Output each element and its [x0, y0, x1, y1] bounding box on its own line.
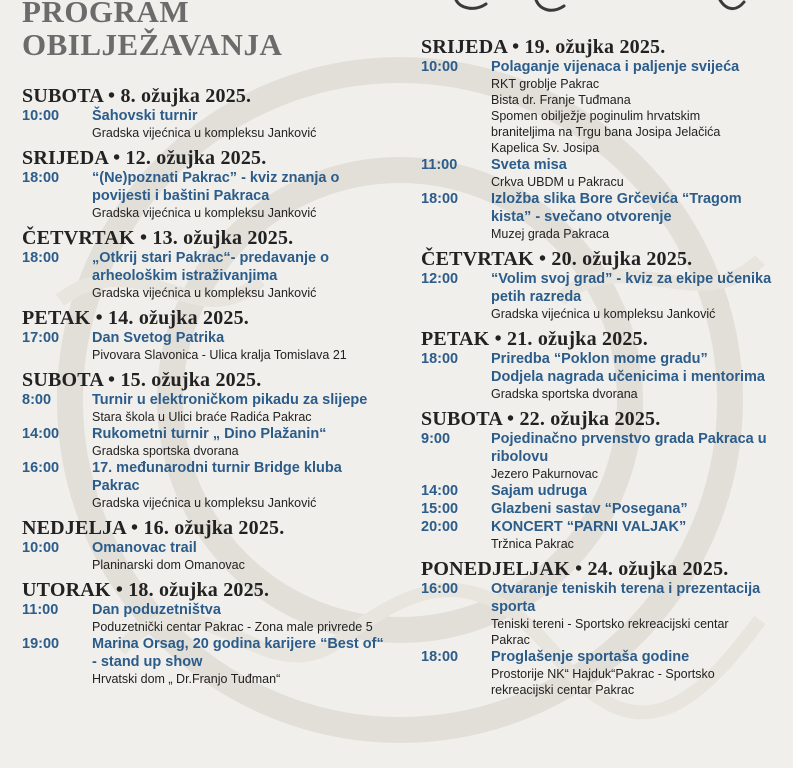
event-location: Planinarski dom Omanovac	[92, 558, 245, 572]
event-title: Turnir u elektroničkom pikadu za slijepe	[92, 392, 368, 408]
event-time: 18:00	[421, 649, 459, 665]
event-row	[22, 391, 412, 425]
event-title: Izložba slika Bore Grčevića “Tragom	[491, 191, 742, 207]
event-title: Dan Svetog Patrika	[92, 330, 225, 346]
event-row	[421, 580, 781, 648]
event-location: Gradska sportska dvorana	[491, 387, 638, 401]
event-time: 17:00	[22, 330, 60, 346]
program-title-line2: OBILJEŽAVANJA	[22, 27, 283, 62]
day-section	[22, 517, 412, 573]
event-title: Pakrac	[92, 478, 140, 494]
event-title: - stand up show	[92, 654, 203, 670]
day-heading: ČETVRTAK • 20. ožujka 2025.	[421, 248, 693, 270]
event-row	[22, 169, 412, 221]
event-body	[491, 482, 781, 500]
day-heading: PETAK • 14. ožujka 2025.	[22, 307, 249, 329]
day-heading: PETAK • 21. ožujka 2025.	[421, 328, 648, 350]
event-row	[22, 249, 412, 301]
event-time: 10:00	[22, 108, 60, 124]
event-time: 15:00	[421, 501, 459, 517]
event-time: 14:00	[22, 426, 60, 442]
event-title: ribolovu	[491, 449, 549, 465]
event-body	[92, 249, 412, 301]
day-section	[22, 579, 412, 687]
event-location: Gradska vijećnica u kompleksu Janković	[92, 126, 317, 140]
day-heading: SRIJEDA • 12. ožujka 2025.	[22, 147, 267, 169]
event-row	[22, 459, 412, 511]
day-heading: PONEDJELJAK • 24. ožujka 2025.	[421, 558, 729, 580]
event-row	[22, 601, 412, 635]
event-time: 14:00	[421, 483, 459, 499]
event-row	[22, 635, 412, 687]
event-time: 10:00	[421, 59, 459, 75]
day-section	[22, 369, 412, 511]
left-column	[22, 0, 412, 687]
event-body	[92, 169, 412, 221]
event-title: 17. međunarodni turnir Bridge kluba	[92, 460, 342, 476]
event-row	[421, 518, 781, 552]
day-section	[421, 408, 781, 552]
event-title: Proglašenje sportaša godine	[491, 649, 690, 665]
event-row	[421, 350, 781, 402]
event-row	[421, 270, 781, 322]
day-section	[421, 36, 781, 242]
event-time: 16:00	[421, 581, 459, 597]
event-location: Pakrac	[491, 633, 530, 647]
event-title: Glazbeni sastav “Posegana”	[491, 501, 688, 517]
event-row	[22, 329, 412, 363]
event-location: Prostorije NK“ Hajduk“Pakrac - Sportsko	[491, 667, 715, 681]
event-location: Tržnica Pakrac	[491, 537, 574, 551]
event-title: Omanovac trail	[92, 540, 197, 556]
event-title: Sveta misa	[491, 157, 567, 173]
event-title: KONCERT “PARNI VALJAK”	[491, 519, 687, 535]
event-body	[92, 329, 412, 363]
event-body	[491, 350, 781, 402]
event-title: Dodjela nagrada učenicima i mentorima	[491, 369, 765, 385]
event-location: Gradska vijećnica u kompleksu Janković	[92, 206, 317, 220]
event-location: RKT groblje Pakrac	[491, 77, 600, 91]
event-row	[22, 539, 412, 573]
event-location: Poduzetnički centar Pakrac - Zona male privrede 5	[92, 620, 373, 634]
event-title: “Volim svoj grad” - kviz za ekipe učenika	[491, 271, 772, 287]
event-time: 12:00	[421, 271, 459, 287]
event-title: sporta	[491, 599, 536, 615]
event-time: 16:00	[22, 460, 60, 476]
event-location: Gradska sportska dvorana	[92, 444, 239, 458]
day-heading: SUBOTA • 22. ožujka 2025.	[421, 408, 661, 430]
event-title: Pojedinačno prvenstvo grada Pakraca u	[491, 431, 767, 447]
event-row	[421, 500, 781, 518]
event-location: Crkva UBDM u Pakracu	[491, 175, 624, 189]
event-body	[92, 391, 412, 425]
left-day-list	[22, 85, 412, 687]
day-section	[22, 307, 412, 363]
event-title: petih razreda	[491, 289, 582, 305]
event-location: Gradska vijećnica u kompleksu Janković	[92, 286, 317, 300]
event-row	[421, 430, 781, 482]
event-row	[22, 107, 412, 141]
day-heading: SUBOTA • 15. ožujka 2025.	[22, 369, 262, 391]
program-title-line1: PROGRAM	[22, 0, 190, 29]
event-row	[421, 648, 781, 698]
day-section	[22, 147, 412, 221]
event-location: Gradska vijećnica u kompleksu Janković	[491, 307, 716, 321]
event-body	[92, 459, 412, 511]
event-time: 10:00	[22, 540, 60, 556]
event-location: braniteljima na Trgu bana Josipa Jelačića	[491, 125, 721, 139]
event-body	[92, 635, 412, 687]
event-body	[491, 500, 781, 518]
event-body	[491, 430, 781, 482]
event-title: Dan poduzetništva	[92, 602, 221, 618]
event-title: kista” - svečano otvorenje	[491, 209, 672, 225]
day-section	[421, 328, 781, 402]
day-heading: SRIJEDA • 19. ožujka 2025.	[421, 36, 666, 58]
event-row	[421, 482, 781, 500]
event-body	[92, 539, 412, 573]
event-title: “(Ne)poznati Pakrac” - kviz znanja o	[92, 170, 340, 186]
event-time: 18:00	[22, 250, 60, 266]
day-heading: ČETVRTAK • 13. ožujka 2025.	[22, 227, 294, 249]
event-location: Kapelica Sv. Josipa	[491, 141, 600, 155]
event-body	[92, 425, 412, 459]
event-title: Šahovski turnir	[92, 108, 198, 124]
right-column	[421, 0, 781, 698]
event-location: Stara škola u Ulici braće Radića Pakrac	[92, 410, 312, 424]
day-heading: SUBOTA • 8. ožujka 2025.	[22, 85, 252, 107]
event-body	[491, 580, 781, 648]
day-section	[22, 85, 412, 141]
event-time: 18:00	[421, 351, 459, 367]
event-time: 18:00	[22, 170, 60, 186]
day-heading: NEDJELJA • 16. ožujka 2025.	[22, 517, 285, 539]
event-body	[92, 601, 412, 635]
event-location: Bista dr. Franje Tuđmana	[491, 93, 631, 107]
event-body	[491, 648, 781, 698]
event-title: Polaganje vijenaca i paljenje svijeća	[491, 59, 740, 75]
event-time: 19:00	[22, 636, 60, 652]
day-section	[421, 248, 781, 322]
event-title: Marina Orsag, 20 godina karijere “Best of“	[92, 636, 384, 652]
event-body	[491, 190, 781, 242]
day-section	[421, 558, 781, 698]
day-section	[22, 227, 412, 301]
event-body	[491, 156, 781, 190]
event-title: Rukometni turnir „ Dino Plažanin“	[92, 426, 327, 442]
event-title: „Otkrij stari Pakrac“- predavanje o	[92, 250, 329, 266]
event-location: Jezero Pakurnovac	[491, 467, 599, 481]
event-row	[421, 190, 781, 242]
event-time: 20:00	[421, 519, 459, 535]
event-time: 9:00	[421, 431, 451, 447]
event-time: 11:00	[421, 157, 458, 173]
event-row	[22, 425, 412, 459]
event-time: 11:00	[22, 602, 59, 618]
event-title: arheološkim istraživanjima	[92, 268, 278, 284]
event-body	[92, 107, 412, 141]
event-body	[491, 58, 781, 156]
event-title: Otvaranje teniskih terena i prezentacija	[491, 581, 761, 597]
event-location: Gradska vijećnica u kompleksu Janković	[92, 496, 317, 510]
event-location: Pivovara Slavonica - Ulica kralja Tomislava 21	[92, 348, 347, 362]
event-location: Muzej grada Pakraca	[491, 227, 610, 241]
event-row	[421, 58, 781, 156]
event-location: rekreacijski centar Pakrac	[491, 683, 635, 697]
event-title: Sajam udruga	[491, 483, 587, 499]
event-location: Hrvatski dom „ Dr.Franjo Tuđman“	[92, 672, 281, 686]
event-time: 18:00	[421, 191, 459, 207]
event-title: Priredba “Poklon mome gradu”	[491, 351, 708, 367]
event-body	[491, 270, 781, 322]
event-location: Spomen obilježje poginulim hrvatskim	[491, 109, 701, 123]
event-body	[491, 518, 781, 552]
program-title	[22, 0, 412, 61]
event-location: Teniski tereni - Sportsko rekreacijski centar	[491, 617, 729, 631]
event-time: 8:00	[22, 392, 52, 408]
day-heading: UTORAK • 18. ožujka 2025.	[22, 579, 270, 601]
event-title: povijesti i baštini Pakraca	[92, 188, 270, 204]
event-row	[421, 156, 781, 190]
right-day-list	[421, 36, 781, 698]
